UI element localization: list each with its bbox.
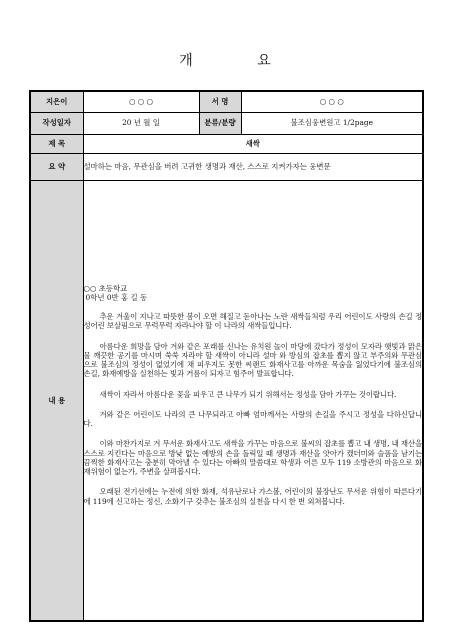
school-name: ○○ 초등학교 — [83, 283, 128, 293]
category-value: 불조심웅변원고 1/2page — [241, 112, 423, 134]
subject-label: 제 목 — [30, 134, 83, 153]
subject-row — [30, 134, 423, 153]
document-title: 개 요 — [179, 53, 301, 69]
content-body — [83, 180, 423, 621]
summary-value: 설마하는 마음, 무관심을 버려 고귀한 생명과 재산, 스스로 지켜가자는 웅변문 — [83, 153, 423, 180]
paragraph: 이와 마찬가지로 겨 무서운 화재사고도 새싹을 가꾸는 마음으로 불씨의 잡초를 뽑고 내 생명, 내 재산을 스스로 지킨다는 마음으로 방낮 없는 예방의 손을 돌릭일 때 생명과 재산을 앗아가 캤더미와 슬픔을 남기는 끔찍한 화재사고는 충분히 막아낼 수 있다는 아빠의 말씀대로 학생과 어른 모두 119 소방관의 마음으로 화재위험이 없는가, 주변을 살펴봅시다. — [83, 439, 422, 477]
student-grade-name: 0학년 0반 홍 길 동 — [85, 292, 148, 302]
subject-value: 새싹 — [83, 134, 423, 153]
paragraph: 새싹이 자라서 아름다운 꽃을 피우고 큰 나무가 되기 위해서는 정성을 담아 가꾸는 것이랍니다. — [99, 389, 397, 399]
paragraph: 아름다운 희망을 담아 겨와 같은 포래를 신나는 유치원 놀이 마당에 갔다가 정성이 모자라 햇빛과 맑은 물 깨끗한 공기를 마시며 쑥쑥 자라야 할 새싹이 아니라 설마 와 방심의 잡초를 뽑지 않고 부주의와 무관심으로 불조심의 정성이 없었기에 채 피우지도 못한 씨랜드 화재사고를 아까운 목숨을 잃었다기에 불조심의 손길, 화재예방을 실천하는 빛과 거름이 되자고 힘주어 발표합니다. — [83, 341, 422, 379]
summary-label: 요 약 — [30, 153, 83, 180]
content-row — [30, 180, 423, 621]
paragraph: 겨와 같은 어린이도 나라의 큰 나무되라고 아빠 엄마께서는 사랑의 손길을 주시고 정성을 다하신답니다. — [83, 409, 422, 429]
date-value: 20 년 월 일 — [83, 112, 199, 134]
content-label: 내 용 — [30, 180, 83, 621]
paragraph: 추운 겨울이 지나고 따뜻한 봄이 오면 해질고 돋아나는 노란 새싹들처럼 우리 어린이도 사랑의 손길 정성어린 보살핌으로 무럭무럭 자라나야 할 이 나라의 새싹들입니다. — [83, 312, 422, 331]
date-label: 작성일자 — [30, 112, 83, 134]
signature-value: ○ ○ ○ — [241, 91, 423, 112]
category-label: 분류/분량 — [199, 112, 241, 134]
author-row — [30, 91, 423, 112]
author-value: ○ ○ ○ — [83, 91, 199, 112]
paragraph: 오래된 전기선에는 누전에 의한 화재, 석유난로나 가스볼, 어린이의 불장난도 무서운 위험이 따른다기에 119에 신고하는 정신, 소화기구 갖추는 불조심의 실천을 다시 한 번 외쳐봅니다. — [83, 487, 422, 506]
summary-form-table — [29, 90, 424, 622]
signature-label: 서 명 — [199, 91, 241, 112]
date-row — [30, 112, 423, 134]
summary-row — [30, 153, 423, 180]
author-label: 지은이 — [30, 91, 83, 112]
